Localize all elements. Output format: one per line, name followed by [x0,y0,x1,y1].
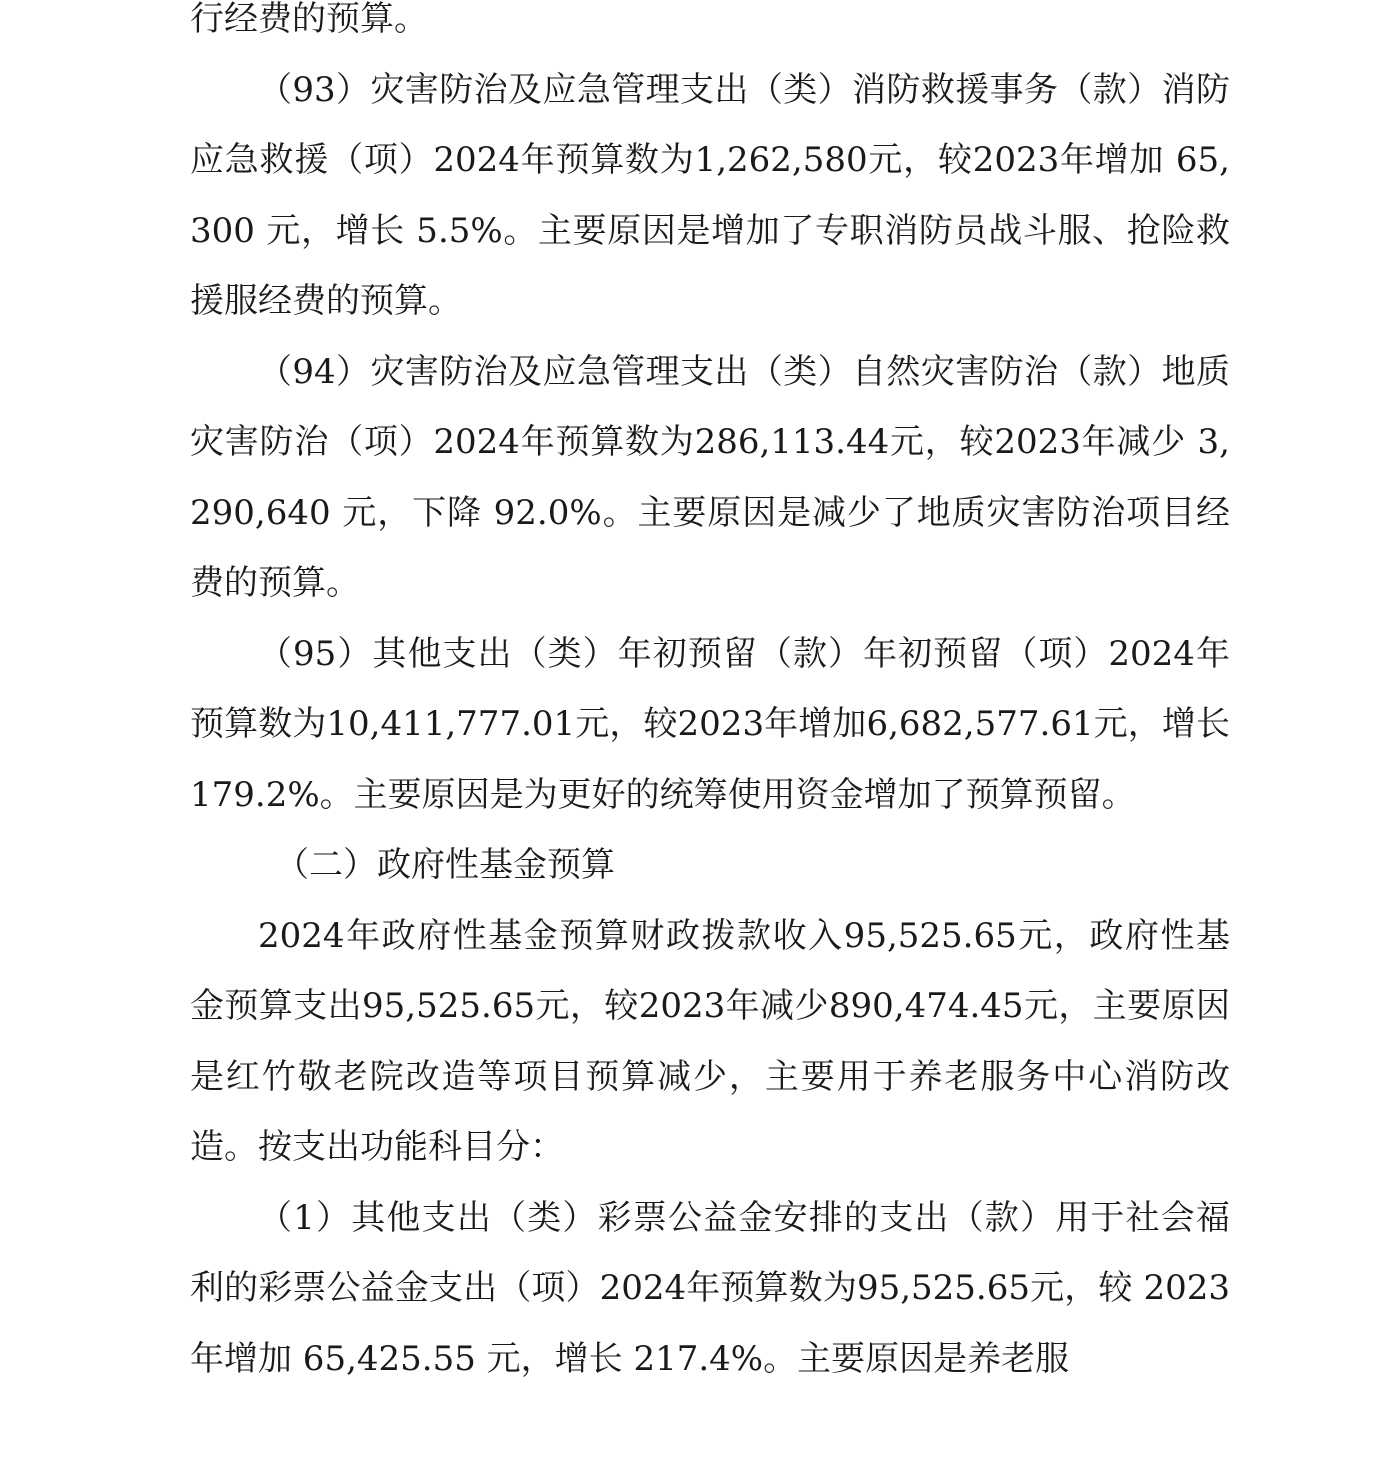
paragraph-item-95: （95）其他支出（类）年初预留（款）年初预留（项）2024年预算数为10,411,777.01元，较2023年增加6,682,577.61元，增长 179.2%。主要原因是为更好的统筹使用资金增加了预算预留。 [190,633,1230,815]
paragraph-continuation: 行经费的预算。 [190,0,428,39]
paragraph-item-1: （1）其他支出（类）彩票公益金安排的支出（款）用于社会福利的彩票公益金支出（项）2024年预算数为95,525.65元，较 2023 年增加 65,425.55 元，增长 217.4%。主要原因是养老服 [190,1197,1230,1379]
paragraph-government-fund-summary: 2024年政府性基金预算财政拨款收入95,525.65元，政府性基金预算支出95,525.65元，较2023年减少890,474.45元，主要原因是红竹敬老院改造等项目预算减少，主要用于养老服务中心消防改造。按支出功能科目分： [190,915,1230,1167]
section-heading-government-fund: （二）政府性基金预算 [275,845,615,885]
paragraph-item-93: （93）灾害防治及应急管理支出（类）消防救援事务（款）消防应急救援（项）2024年预算数为1,262,580元，较2023年增加 65,300 元，增长 5.5%。主要原因是增加了专职消防员战斗服、抢险救援服经费的预算。 [190,69,1230,321]
paragraph-item-94: （94）灾害防治及应急管理支出（类）自然灾害防治（款）地质灾害防治（项）2024年预算数为286,113.44元，较2023年减少 3,290,640 元，下降 92.0%。主要原因是减少了地质灾害防治项目经费的预算。 [190,351,1230,603]
document-page [190,0,1230,1394]
